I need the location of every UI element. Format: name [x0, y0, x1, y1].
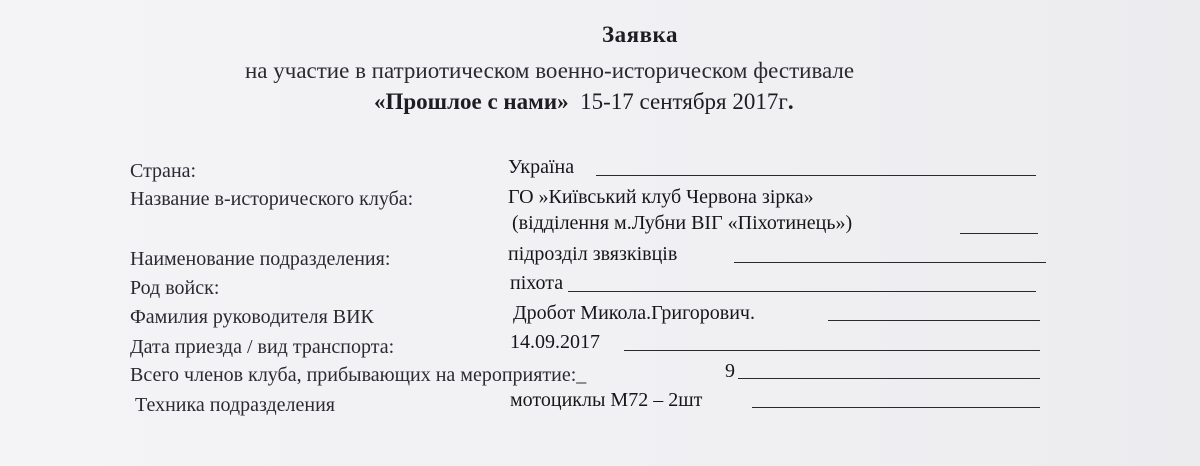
leader-value: Дробот Микола.Григорович. — [513, 302, 755, 324]
equipment-label: Техника подразделения — [135, 394, 335, 416]
unit-name-label: Наименование подразделения: — [130, 248, 391, 270]
club-branch-value: (відділення м.Лубни ВІГ «Піхотинець») — [512, 212, 853, 234]
form-subtitle: на участие в патриотическом военно-историческом фестивале — [245, 58, 855, 83]
equipment-underline — [752, 407, 1040, 408]
club-name-value: ГО »Київський клуб Червона зірка» — [508, 186, 814, 208]
country-label: Страна: — [130, 160, 197, 182]
leader-label: Фамилия руководителя ВИК — [130, 306, 374, 328]
arrival-value: 14.09.2017 — [510, 331, 600, 353]
form-title: Заявка — [602, 22, 678, 47]
troops-label: Род войск: — [130, 277, 220, 299]
event-line — [374, 89, 794, 115]
arrival-underline — [624, 350, 1040, 351]
members-value: 9 — [725, 360, 735, 382]
club-name-label: Название в-исторического клуба: — [130, 188, 414, 210]
unit-name-underline — [734, 262, 1046, 263]
arrival-label: Дата приезда / вид транспорта: — [130, 336, 395, 358]
club-branch-underline — [960, 233, 1038, 234]
members-underline — [738, 378, 1040, 379]
troops-value: піхота — [510, 272, 564, 294]
event-name: «Прошлое с нами» — [374, 89, 569, 114]
country-underline — [596, 175, 1036, 176]
equipment-value: мотоциклы М72 – 2шт — [510, 389, 703, 411]
unit-name-value: підрозділ звязківців — [508, 243, 678, 265]
event-dot: . — [787, 89, 794, 114]
event-dates: 15-17 сентября 2017г — [580, 89, 788, 114]
troops-underline — [568, 291, 1036, 292]
leader-underline — [828, 320, 1040, 321]
members-label: Всего членов клуба, прибывающих на мероприятие:_ — [130, 364, 587, 386]
country-value: Україна — [508, 156, 575, 178]
